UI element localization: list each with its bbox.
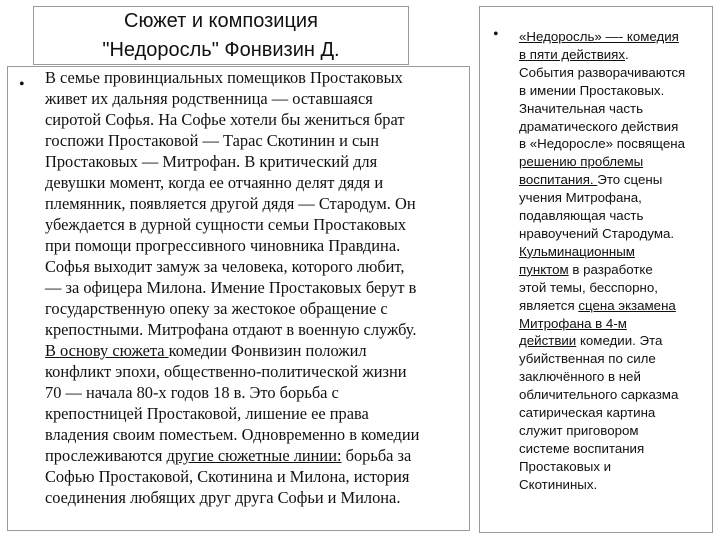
text-line <box>519 171 709 189</box>
text-line: драматического действия <box>519 118 679 134</box>
text-fragment: прослеживаются <box>45 446 167 465</box>
text-line: подавляющая часть <box>519 208 644 224</box>
text-line <box>519 332 709 350</box>
left-bullet: • <box>19 76 25 93</box>
text-line: Митрофана в 4-м <box>519 315 627 331</box>
text-line: заключённого в ней <box>519 369 641 385</box>
education-problem-link[interactable]: решению проблемы <box>519 154 644 170</box>
right-paragraph <box>519 28 709 494</box>
text-line: крепостными. Митрофана отдают в военную службу. <box>45 320 417 339</box>
text-line <box>519 46 709 64</box>
text-line <box>45 445 469 466</box>
text-fragment: . <box>625 46 629 62</box>
right-text-panel <box>479 6 713 533</box>
text-line: Простаковых и <box>519 458 612 474</box>
text-line: События разворачиваются <box>519 64 686 80</box>
text-line: живет их дальняя родственница — оставшаяся <box>45 89 373 108</box>
text-line: Простаковых — Митрофан. В критический для <box>45 152 378 171</box>
text-line: убеждается в дурной сущности семьи Простаковых <box>45 215 407 234</box>
text-line: конфликт эпохи, общественно-политической жизни <box>45 362 407 381</box>
text-line: сиротой Софья. На Софье хотели бы жениться брат <box>45 110 405 129</box>
text-fragment: комедии Фонвизин положил <box>168 341 367 360</box>
text-line: «Недоросль» —- комедия <box>519 29 679 44</box>
text-line: 70 — начала 80-х годов 18 в. Это борьба с <box>45 383 339 402</box>
title-line-1: Сюжет и композиция <box>124 10 318 32</box>
culmination-link[interactable]: Кульминационным <box>519 243 635 259</box>
education-link[interactable]: воспитания. <box>519 172 598 188</box>
text-line: Скотининых. <box>519 476 598 492</box>
text-line: Софья выходит замуж за человека, которого любит, <box>45 257 405 276</box>
text-line: крепостницей Простаковой, лишение ее права <box>45 404 369 423</box>
text-line: учения Митрофана, <box>519 190 642 206</box>
text-line: В семье провинциальных помещиков Простаковых <box>45 68 403 87</box>
plot-basis-link[interactable]: В основу сюжета <box>45 341 169 360</box>
point-link[interactable]: пунктом <box>519 261 569 277</box>
text-line: Софью Простаковой, Скотинина и Милона, история <box>45 467 410 486</box>
text-fragment: комедии. Эта <box>576 333 663 349</box>
text-fragment: борьба за <box>341 446 412 465</box>
text-line <box>45 340 469 361</box>
text-line: Значительная часть <box>519 100 644 116</box>
text-line: при помощи прогрессивного чиновника Правдина. <box>45 236 401 255</box>
text-line: в «Недоросле» посвящена <box>519 136 685 152</box>
text-line: госпожи Простаковой — Тарас Скотинин и сын <box>45 131 380 150</box>
text-line: владения своим поместьем. Одновременно в комедии <box>45 425 420 444</box>
left-paragraph <box>45 67 469 508</box>
left-text-panel <box>7 66 470 531</box>
text-line: — за офицера Милона. Имение Простаковых берут в <box>45 278 417 297</box>
text-line: соединения любящих друг друга Софьи и Милона. <box>45 488 401 507</box>
text-line <box>519 297 709 315</box>
text-line: обличительного сарказма <box>519 387 679 403</box>
right-bullet: • <box>493 26 499 43</box>
text-line: этой темы, бесспорно, <box>519 279 658 295</box>
text-line: убийственная по силе <box>519 351 656 367</box>
text-line: государственную опеку за жестокое обращение с <box>45 299 388 318</box>
text-line: служит приговором <box>519 422 639 438</box>
text-line: племянник, появляется другой дядя — Стародум. Он <box>45 194 416 213</box>
text-fragment: в разработке <box>568 261 653 277</box>
five-acts-link[interactable]: в пяти действиях <box>519 46 626 62</box>
text-line: в имении Простаковых. <box>519 82 665 98</box>
text-line <box>519 261 709 279</box>
title-line-2: "Недоросль" Фонвизин Д. <box>102 39 340 61</box>
text-line: девушки момент, когда ее отчаянно делят дядя и <box>45 173 384 192</box>
text-line: сатирическая картина <box>519 405 656 421</box>
text-fragment: является <box>519 297 579 313</box>
exam-scene-link[interactable]: сцена экзамена <box>578 297 676 313</box>
text-line: системе воспитания <box>519 440 645 456</box>
other-plot-lines-link[interactable]: другие сюжетные линии: <box>166 446 342 465</box>
text-line: нравоучений Стародума. <box>519 225 675 241</box>
slide-title <box>33 6 409 65</box>
act-link[interactable]: действии <box>519 333 577 349</box>
text-fragment: Это сцены <box>597 172 663 188</box>
